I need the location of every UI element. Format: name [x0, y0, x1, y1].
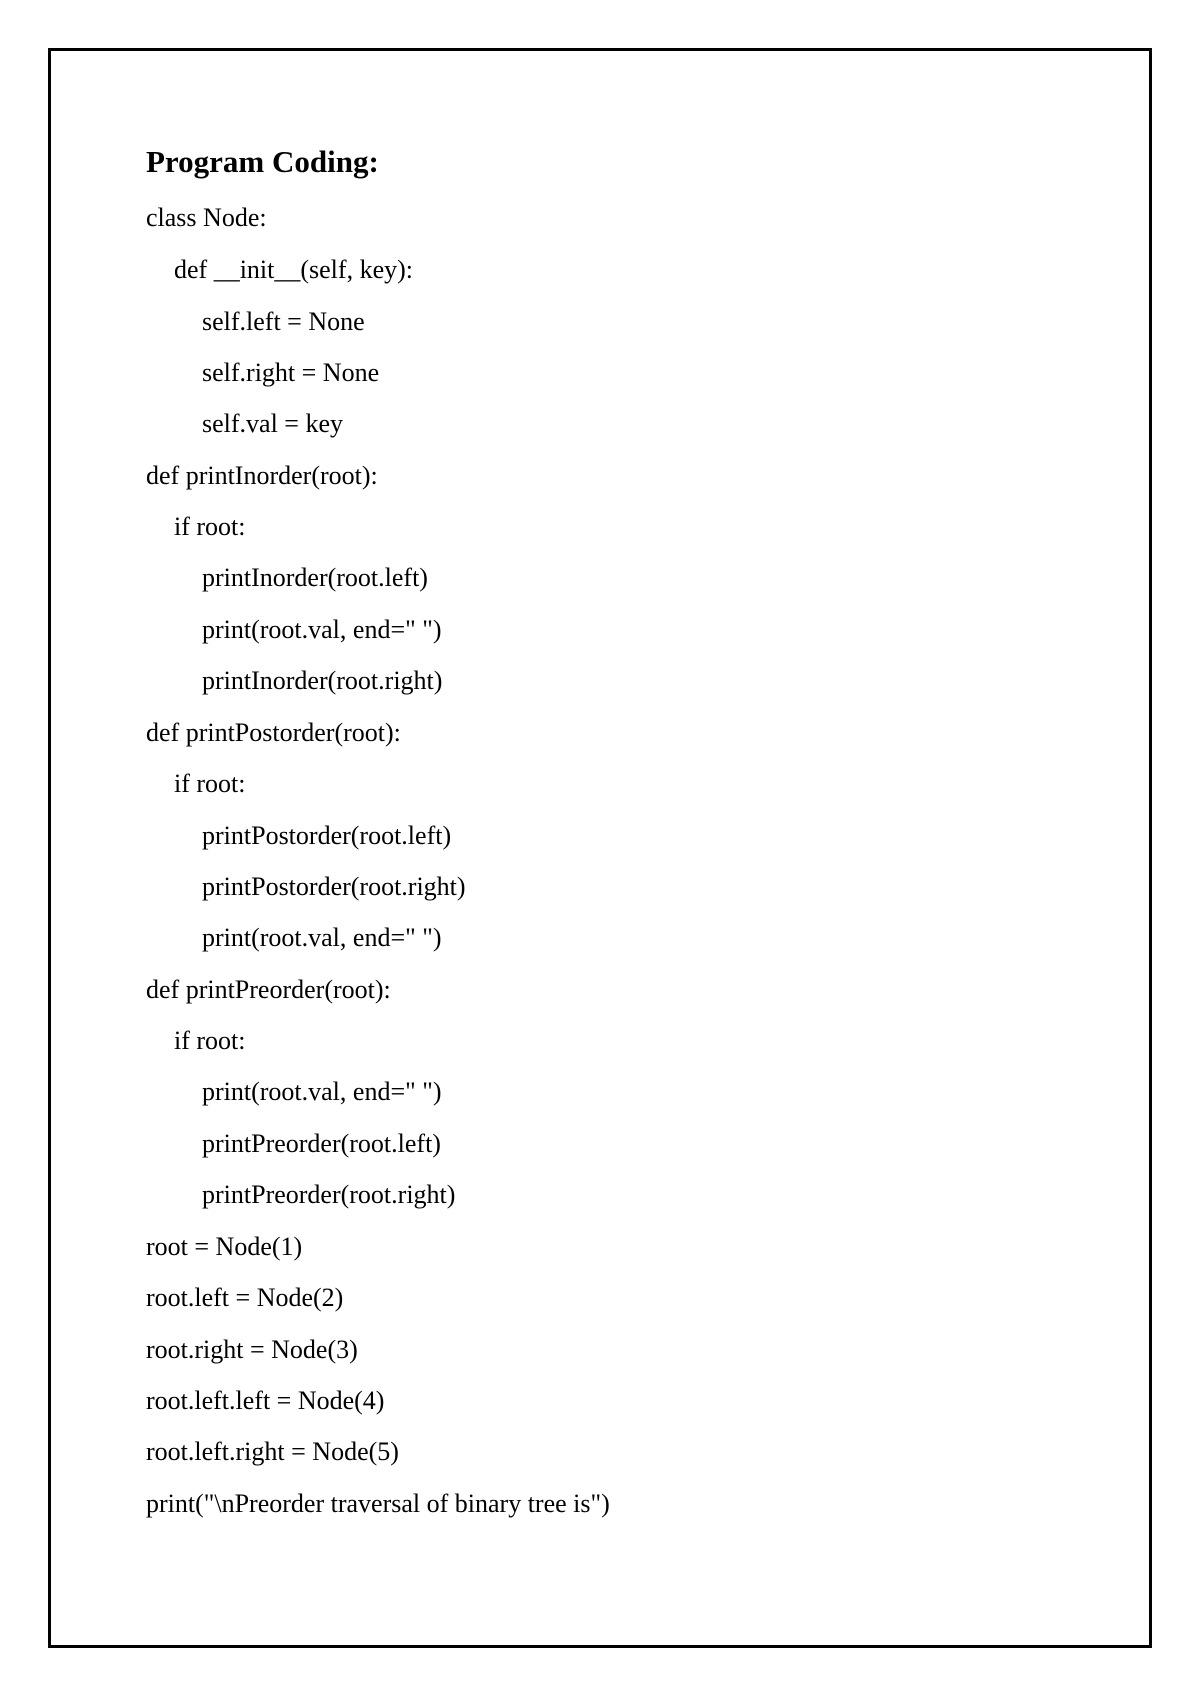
code-line: print("\nPreorder traversal of binary tree is") [146, 1489, 610, 1518]
code-line: class Node: [146, 203, 267, 232]
code-line: def __init__(self, key): [174, 255, 413, 284]
code-line: root.left.right = Node(5) [146, 1437, 399, 1466]
code-line: print(root.val, end=" ") [202, 923, 442, 952]
code-line: def printInorder(root): [146, 461, 378, 490]
code-line: printInorder(root.right) [202, 666, 443, 695]
code-line: def printPostorder(root): [146, 718, 401, 747]
code-line: self.right = None [202, 358, 380, 387]
code-line: if root: [174, 512, 246, 541]
code-line: self.val = key [202, 409, 344, 438]
code-line: printInorder(root.left) [202, 563, 428, 592]
page-heading: Program Coding: [146, 144, 379, 179]
code-line: root.right = Node(3) [146, 1335, 358, 1364]
code-line: printPostorder(root.right) [202, 872, 466, 901]
code-line: print(root.val, end=" ") [202, 1077, 442, 1106]
code-line: self.left = None [202, 307, 365, 336]
code-line: if root: [174, 769, 246, 798]
code-line: printPreorder(root.left) [202, 1129, 441, 1158]
code-line: root.left.left = Node(4) [146, 1386, 385, 1415]
code-line: print(root.val, end=" ") [202, 615, 442, 644]
code-line: printPostorder(root.left) [202, 821, 452, 850]
code-line: printPreorder(root.right) [202, 1180, 456, 1209]
code-line: root = Node(1) [146, 1232, 303, 1261]
code-line: if root: [174, 1026, 246, 1055]
code-line: root.left = Node(2) [146, 1283, 344, 1312]
code-line: def printPreorder(root): [146, 975, 391, 1004]
